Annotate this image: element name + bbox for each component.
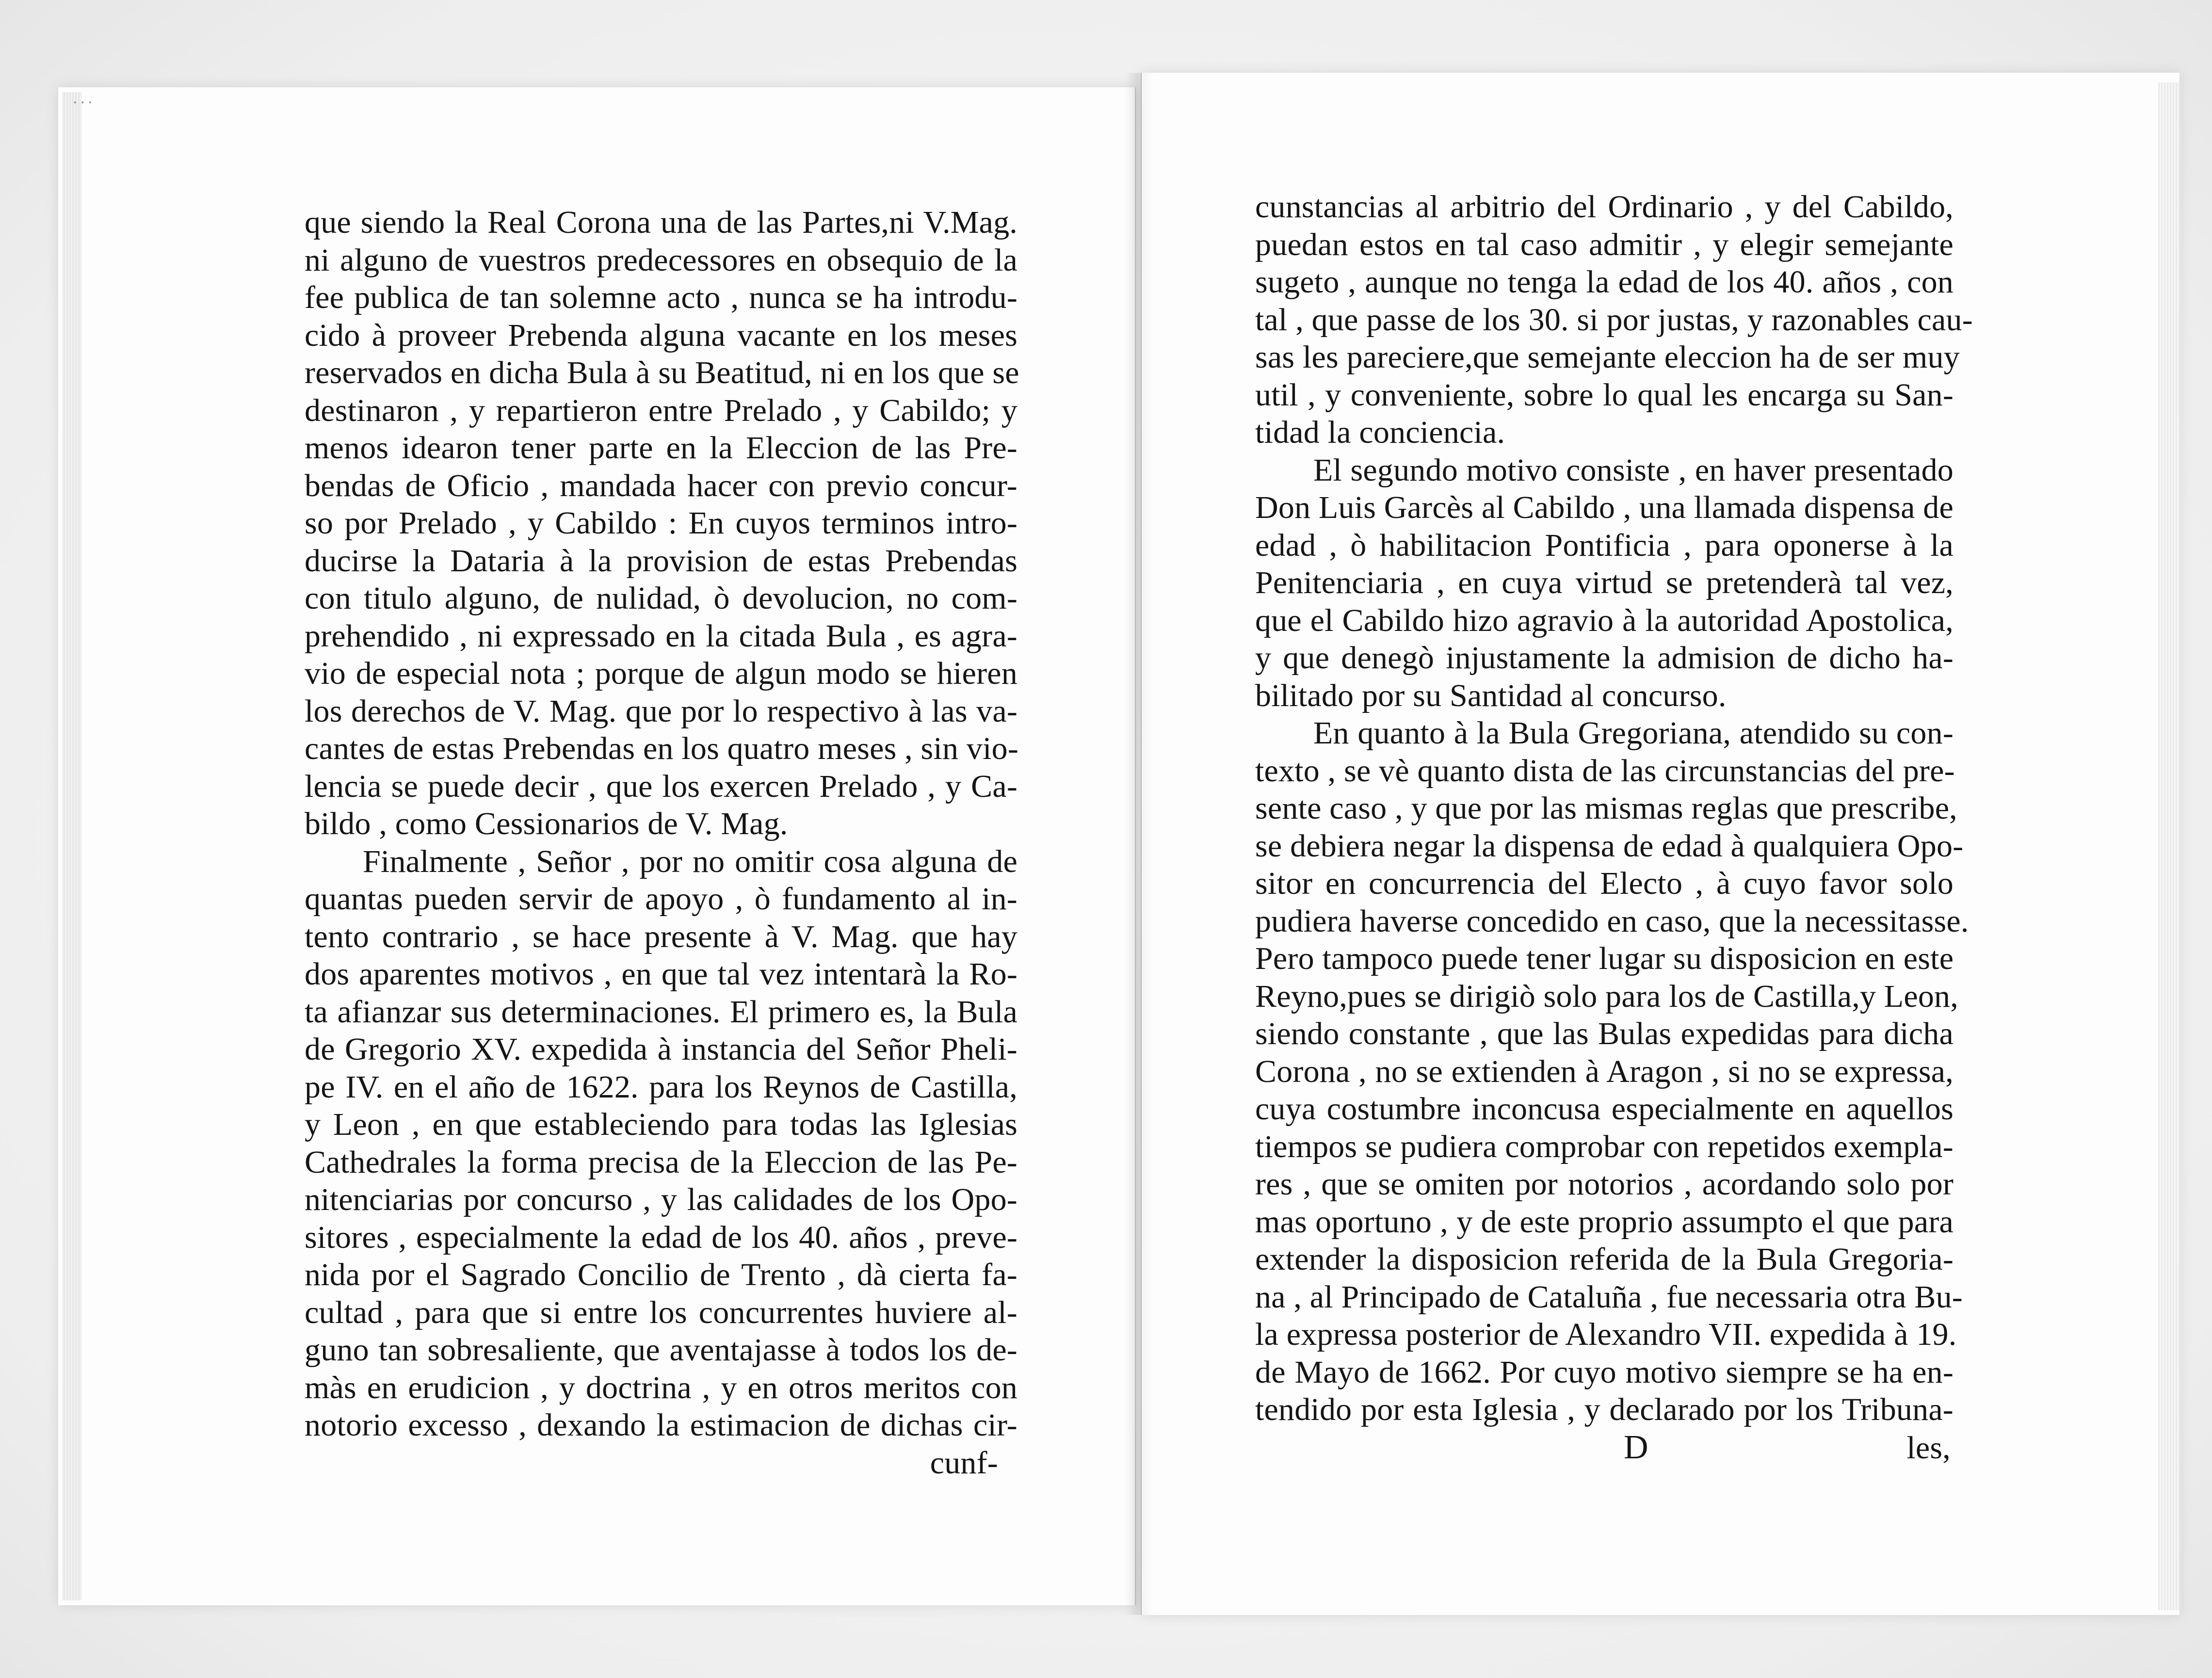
text-line: menos idearon tener parte en la Eleccion de las Pre- (305, 430, 1017, 466)
text-line: ta afianzar sus determinaciones. El primero es, la Bula (305, 994, 1017, 1030)
paragraph-start-line: El segundo motivo consiste , en haver presentado (1313, 452, 1954, 488)
text-line: notorio excesso , dexando la estimacion de dichas cir- (305, 1407, 1017, 1443)
text-line: pudiera haverse concedido en caso, que la necessitasse. (1255, 903, 1969, 939)
text-line: cunstancias al arbitrio del Ordinario , y del Cabildo, (1255, 189, 1954, 225)
text-line: edad , ò habilitacion Pontificia , para oponerse à la (1255, 527, 1954, 563)
text-line: Don Luis Garcès al Cabildo , una llamada dispensa de (1255, 490, 1954, 525)
text-line: so por Prelado , y Cabildo : En cuyos terminos intro- (305, 505, 1017, 541)
signature-mark: D (1624, 1428, 1648, 1466)
text-line: se debiera negar la dispensa de edad à qualquiera Opo- (1255, 828, 1964, 864)
text-line: na , al Principado de Cataluña , fue necessaria otra Bu- (1255, 1279, 1963, 1315)
text-line: res , que se omiten por notorios , acordando solo por (1255, 1166, 1954, 1202)
text-line: con titulo alguno, de nulidad, ò devolucion, no com- (305, 581, 1017, 616)
left-page-text (305, 204, 1017, 1482)
text-line: los derechos de V. Mag. que por lo respectivo à las va- (305, 693, 1017, 729)
text-line: puedan estos en tal caso admitir , y elegir semejante (1255, 226, 1954, 262)
text-line: reservados en dicha Bula à su Beatitud, ni en los que se (305, 355, 1019, 390)
text-line: mas oportuno , y de este proprio assumpto el que para (1255, 1204, 1954, 1240)
left-page-edges (62, 92, 81, 1600)
text-line: ni alguno de vuestros predecessores en obsequio de la (305, 242, 1017, 278)
text-line: destinaron , y repartieron entre Prelado , y Cabildo; y (305, 392, 1017, 428)
text-line: util , y conveniente, sobre lo qual les encarga su San- (1255, 377, 1954, 413)
text-line: Cathedrales la forma precisa de la Eleccion de las Pe- (305, 1144, 1017, 1180)
paragraph-start-line: Finalmente , Señor , por no omitir cosa alguna de (363, 843, 1017, 879)
text-line: prehendido , ni expressado en la citada Bula , es agra- (305, 618, 1017, 654)
text-line: y Leon , en que estableciendo para todas las Iglesias (305, 1107, 1017, 1142)
text-line: ducirse la Dataria à la provision de estas Prebendas (305, 543, 1017, 579)
text-line: extender la disposicion referida de la Bula Gregoria- (1255, 1242, 1954, 1277)
text-line: sente caso , y que por las mismas reglas que prescribe, (1255, 791, 1957, 826)
text-line: bildo , como Cessionarios de V. Mag. (305, 806, 788, 841)
text-line: tiempos se pudiera comprobar con repetidos exempla- (1255, 1129, 1954, 1164)
right-page-edges (2158, 82, 2180, 1610)
text-line: sitor en concurrencia del Electo , à cuyo favor solo (1255, 866, 1954, 901)
text-line: la expressa posterior de Alexandro VII. expedida à 19. (1255, 1317, 1957, 1352)
text-line: y que denegò injustamente la admision de dicho ha- (1255, 640, 1954, 676)
text-line: tidad la conciencia. (1255, 415, 1505, 450)
text-line: cantes de estas Prebendas en los quatro meses , sin vio- (305, 731, 1018, 766)
corner-mark: ... (73, 90, 96, 107)
text-line: bendas de Oficio , mandada hacer con previo concur- (305, 468, 1017, 503)
text-line: tento contrario , se hace presente à V. Mag. que hay (305, 919, 1017, 954)
text-line: Reyno,pues se dirigiò solo para los de Castilla,y Leon, (1255, 978, 1958, 1014)
text-line: de Gregorio XV. expedida à instancia del Señor Pheli- (305, 1032, 1017, 1067)
text-line: cultad , para que si entre los concurrentes huviere al- (305, 1294, 1017, 1330)
text-line: tendido por esta Iglesia , y declarado por los Tribuna- (1255, 1392, 1954, 1427)
text-line: Pero tampoco puede tener lugar su disposicion en este (1255, 941, 1954, 976)
text-line: nitenciarias por concurso , y las calidades de los Opo- (305, 1182, 1017, 1217)
text-line: nida por el Sagrado Concilio de Trento , dà cierta fa- (305, 1257, 1017, 1292)
text-line: que el Cabildo hizo agravio à la autoridad Apostolica, (1255, 602, 1954, 638)
text-line: bilitado por su Santidad al concurso. (1255, 678, 1727, 713)
signature-line (1255, 1429, 1954, 1467)
text-line: texto , se vè quanto dista de las circunstancias del pre- (1255, 753, 1955, 789)
text-line: guno tan sobresaliente, que aventajasse à todos los de- (305, 1332, 1017, 1368)
text-line: lencia se puede decir , que los exercen Prelado , y Ca- (305, 768, 1017, 804)
text-line: tal , que passe de los 30. si por justas, y razonables cau- (1255, 302, 1973, 338)
text-line: sitores , especialmente la edad de los 40. años , preve- (305, 1219, 1017, 1255)
catchword: les, (1906, 1430, 1951, 1466)
text-line: quantas pueden servir de apoyo , ò fundamento al in- (305, 881, 1017, 917)
text-line: dos aparentes motivos , en que tal vez intentarà la Ro- (305, 956, 1017, 992)
text-line: cuya costumbre inconcusa especialmente en aquellos (1255, 1091, 1954, 1127)
text-line: sugeto , aunque no tenga la edad de los 40. años , con (1255, 264, 1954, 300)
text-line: Penitenciaria , en cuya virtud se pretenderà tal vez, (1255, 565, 1954, 600)
text-line: sas les pareciere,que semejante eleccion ha de ser muy (1255, 339, 1960, 375)
text-line: vio de especial nota ; porque de algun modo se hieren (305, 656, 1017, 691)
text-line: Corona , no se extienden à Aragon , si no se expressa, (1255, 1053, 1954, 1089)
text-line: siendo constante , que las Bulas expedidas para dicha (1255, 1016, 1954, 1051)
text-line: cido à proveer Prebenda alguna vacante en los meses (305, 317, 1017, 353)
book-gutter (1124, 73, 1153, 1615)
text-line: pe IV. en el año de 1622. para los Reynos de Castilla, (305, 1069, 1017, 1105)
text-line: que siendo la Real Corona una de las Partes,ni V.Mag. (305, 205, 1017, 240)
text-line: màs en erudicion , y doctrina , y en otros meritos con (305, 1370, 1017, 1405)
text-line: fee publica de tan solemne acto , nunca se ha introdu- (305, 280, 1017, 315)
right-page-text (1255, 188, 1973, 1466)
catchword: cunf- (930, 1445, 998, 1481)
text-line: de Mayo de 1662. Por cuyo motivo siempre se ha en- (1255, 1354, 1954, 1390)
paragraph-start-line: En quanto à la Bula Gregoriana, atendido su con- (1313, 715, 1954, 751)
